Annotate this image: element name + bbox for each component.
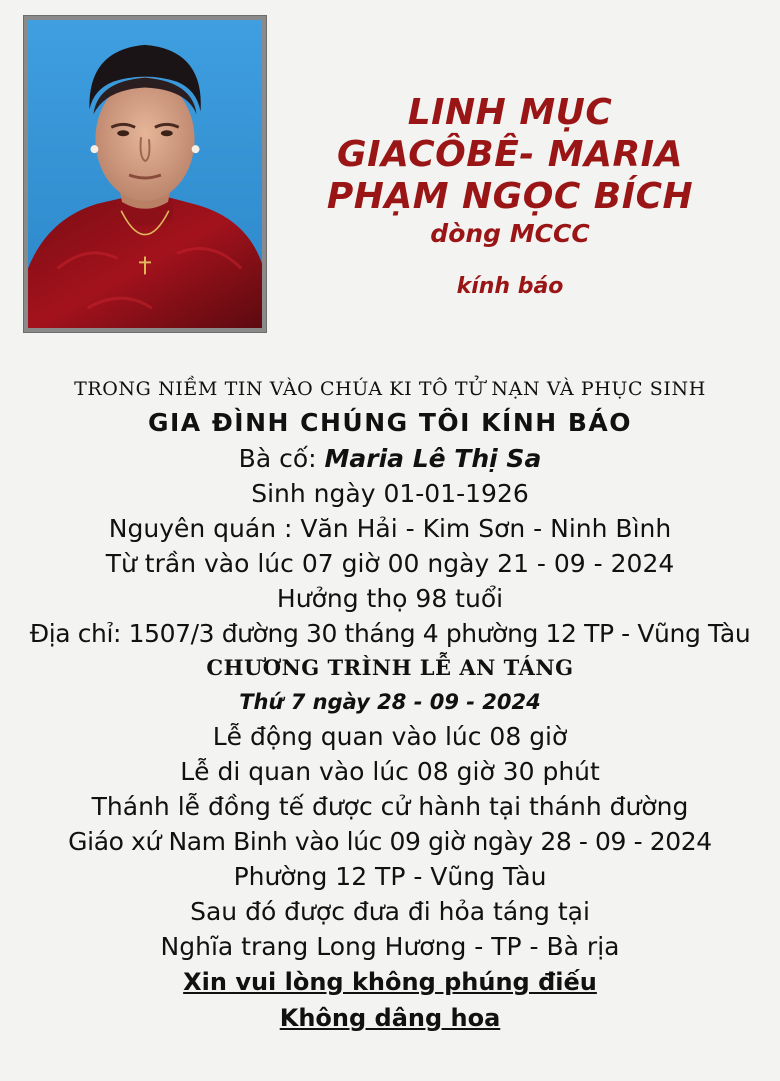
sender-order: dòng MCCC [430,219,590,248]
sender-block [300,92,720,299]
program-line: Giáo xứ Nam Binh vào lúc 09 giờ ngày 28 - 09 - 2024 [68,827,712,856]
age-line: Hưởng thọ 98 tuổi [276,584,504,613]
program-line: Phường 12 TP - Vũng Tàu [233,862,547,891]
death-line: Từ trần vào lúc 07 giờ 00 ngày 21 - 09 - 2024 [105,549,675,578]
sender-title-line-1: LINH MỤC [407,92,613,133]
program-line: Lễ di quan vào lúc 08 giờ 30 phút [180,757,600,786]
portrait-frame [23,15,267,333]
request-no-condolence-gifts [0,964,780,1000]
sender-title-line-2: GIACÔBÊ- MARIA [337,134,683,175]
birth-line: Sinh ngày 01-01-1926 [251,479,529,508]
program-date: Thứ 7 ngày 28 - 09 - 2024 [239,690,541,714]
program-line: Sau đó được đưa đi hỏa táng tại [190,897,590,926]
address-line: Địa chỉ: 1507/3 đường 30 tháng 4 phường 12 TP - Vũng Tàu [29,619,751,648]
hometown-line: Nguyên quán : Văn Hải - Kim Sơn - Ninh Bình [108,514,672,543]
program-line: Nghĩa trang Long Hương - TP - Bà rịa [160,932,620,961]
request-no-flowers-text: Không dâng hoa [279,1004,501,1032]
obituary-notice [0,373,780,1036]
request-no-flowers [0,1000,780,1036]
deceased-name: Maria Lê Thị Sa [324,444,542,473]
opening-line: TRONG NIỀM TIN VÀO CHÚA KI TÔ TỬ NẠN VÀ PHỤC SINH [74,378,706,400]
request-no-condolence-gifts-text: Xin vui lòng không phúng điếu [183,968,597,996]
deceased-line [0,441,780,476]
portrait-photo [28,20,262,328]
deceased-prefix: Bà cố: [238,444,325,473]
program-line: Thánh lễ đồng tế được cử hành tại thánh đường [91,792,689,821]
program-line: Lễ động quan vào lúc 08 giờ [212,722,568,751]
program-heading: CHƯƠNG TRÌNH LỄ AN TÁNG [206,655,574,680]
sender-title-line-3: PHẠM NGỌC BÍCH [326,176,694,217]
sender-announce: kính báo [456,274,564,299]
family-heading: GIA ĐÌNH CHÚNG TÔI KÍNH BÁO [147,408,633,437]
